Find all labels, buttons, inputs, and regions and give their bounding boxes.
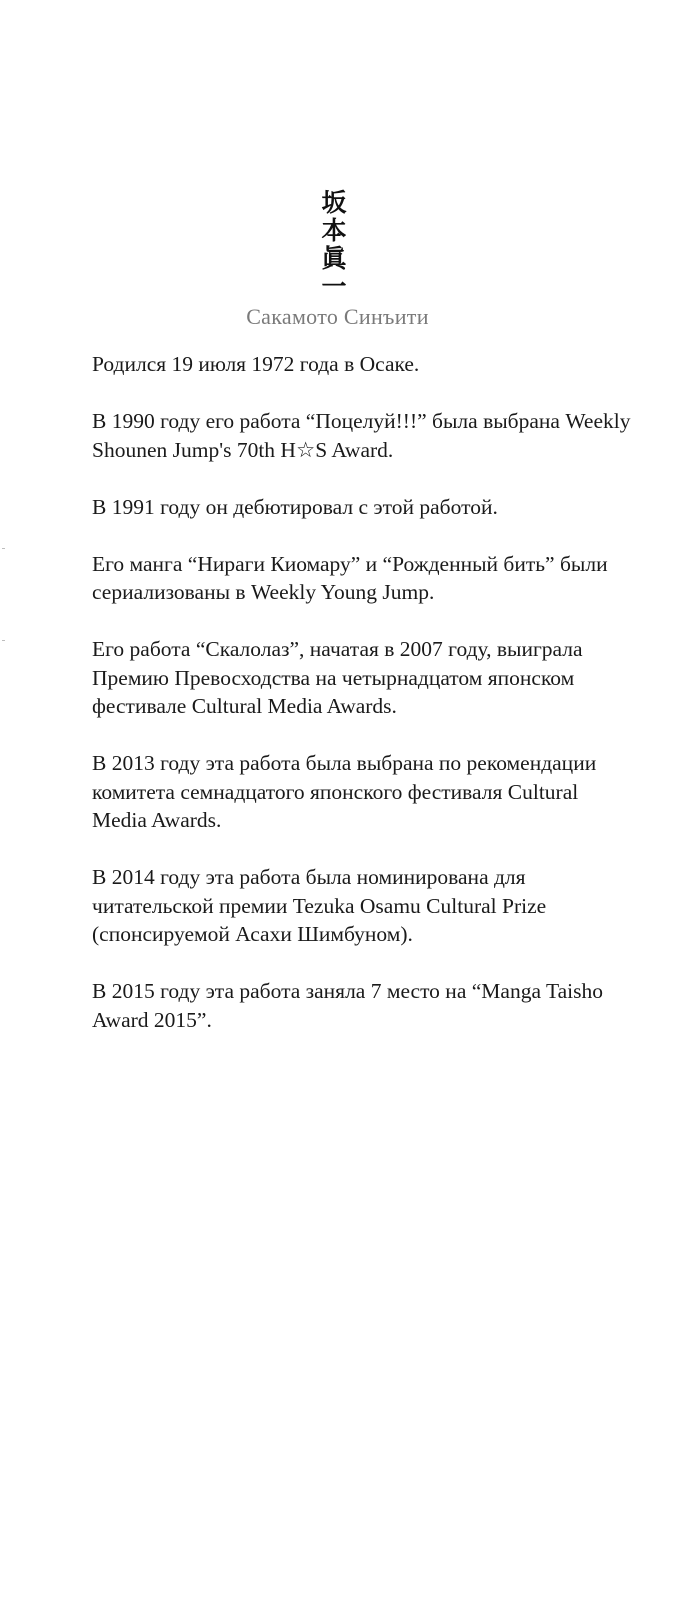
bio-paragraph: В 2015 году эта работа заняла 7 место на “Manga Taisho Award 2015”. [92,979,603,1032]
bio-paragraph: Его работа “Скалолаз”, начатая в 2007 году, выиграла Премию Превосходства на четырнадцатом японском фестивале Cultural Media Awards. [92,637,583,718]
author-name-kanji-vertical [318,189,350,301]
bio-paragraph: В 1991 году он дебютировал с этой работой. [92,494,498,519]
scan-artifact [2,548,5,549]
author-biography [92,350,632,1063]
bio-paragraph: В 1990 году его работа “Поцелуй!!!” была выбрана Weekly Shounen Jump's 70th H☆S Award. [92,409,631,462]
bio-paragraph: В 2013 году эта работа была выбрана по рекомендации комитета семнадцатого японского фестиваля Cultural Media Awards. [92,751,597,832]
kanji-char: 一 [321,272,347,301]
kanji-char: 眞 [321,244,347,273]
bio-paragraph: В 2014 году эта работа была номинирована для читательской премии Tezuka Osamu Cultural Prize (спонсируемой Асахи Шимбуном). [92,865,547,946]
kanji-char: 坂 [321,188,347,217]
kanji-char: 本 [321,216,347,245]
bio-paragraph: Родился 19 июля 1972 года в Осаке. [92,352,420,376]
author-name-romanized: Сакамото Синъити [246,304,429,329]
scan-artifact [2,640,5,641]
bio-paragraph: Его манга “Нираги Киомару” и “Рожденный бить” были сериализованы в Weekly Young Jump. [92,551,608,604]
